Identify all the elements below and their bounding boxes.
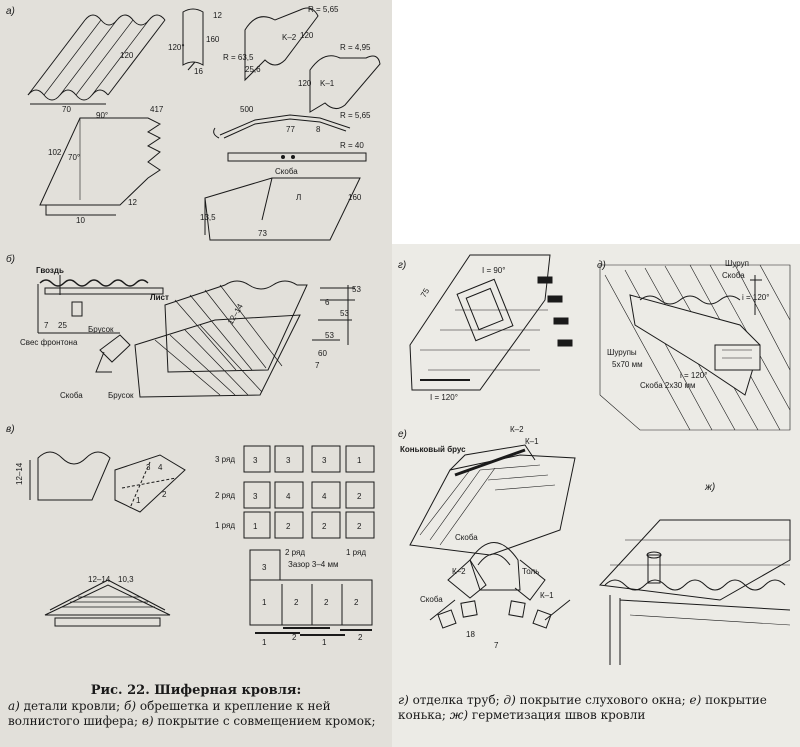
svg-text:Брусок: Брусок xyxy=(88,325,114,334)
svg-text:12: 12 xyxy=(213,11,222,20)
svg-text:2 ряд: 2 ряд xyxy=(285,548,306,557)
svg-text:Скоба: Скоба xyxy=(60,391,83,400)
svg-text:3: 3 xyxy=(253,456,258,465)
svg-text:К–2: К–2 xyxy=(452,567,466,576)
svg-text:3: 3 xyxy=(286,456,291,465)
svg-text:12–14: 12–14 xyxy=(225,302,245,326)
figure-title: Рис. 22. Шиферная кровля: xyxy=(90,683,302,698)
row-3-label: 3 ряд xyxy=(215,455,236,464)
caption-right: г) отделка труб; д) покрытие слухового окна; е) покрытие конька; ж) герметизация швов кровли xyxy=(398,693,767,722)
svg-text:К–2: К–2 xyxy=(510,425,524,434)
svg-text:12–14: 12–14 xyxy=(88,575,111,584)
svg-text:160: 160 xyxy=(348,193,362,202)
svg-text:160: 160 xyxy=(206,35,220,44)
svg-text:4: 4 xyxy=(322,492,327,501)
svg-text:10,3: 10,3 xyxy=(118,575,134,584)
svg-text:R = 5,65: R = 5,65 xyxy=(308,5,339,14)
svg-text:417: 417 xyxy=(150,105,164,114)
svg-text:i = 120°: i = 120° xyxy=(742,293,770,302)
svg-text:12: 12 xyxy=(128,198,137,207)
svg-text:120°: 120° xyxy=(168,43,185,52)
svg-text:4: 4 xyxy=(158,463,163,472)
svg-text:R = 4,95: R = 4,95 xyxy=(340,43,371,52)
svg-text:6: 6 xyxy=(325,298,330,307)
svg-text:3: 3 xyxy=(322,456,327,465)
svg-text:Толь: Толь xyxy=(522,567,540,576)
svg-text:53: 53 xyxy=(340,309,349,318)
svg-text:Коньковый брус: Коньковый брус xyxy=(400,445,466,454)
svg-text:10: 10 xyxy=(76,216,85,225)
panel-a-dims xyxy=(48,5,371,238)
svg-text:Лист: Лист xyxy=(150,293,169,302)
svg-text:75: 75 xyxy=(418,286,432,299)
svg-text:5x70 мм: 5x70 мм xyxy=(612,360,643,369)
panel-d-label: д) xyxy=(597,260,606,271)
svg-text:7: 7 xyxy=(315,361,320,370)
svg-text:3: 3 xyxy=(253,492,258,501)
svg-text:2: 2 xyxy=(292,633,297,642)
panel-e-label: е) xyxy=(398,429,407,440)
chimney-detail xyxy=(410,255,572,390)
svg-text:12–14: 12–14 xyxy=(15,462,24,485)
svg-text:Шуруп: Шуруп xyxy=(725,259,749,268)
svg-text:16: 16 xyxy=(194,67,203,76)
svg-text:2: 2 xyxy=(294,598,299,607)
svg-text:8: 8 xyxy=(316,125,321,134)
panel-v-label: в) xyxy=(6,424,15,435)
svg-text:25,6: 25,6 xyxy=(245,65,261,74)
svg-text:Брусок: Брусок xyxy=(108,391,134,400)
svg-text:Свес фронтона: Свес фронтона xyxy=(20,338,78,347)
row-1-label: 1 ряд xyxy=(215,521,236,530)
svg-text:90°: 90° xyxy=(96,111,109,120)
svg-text:1: 1 xyxy=(262,638,267,647)
svg-text:К–1: К–1 xyxy=(525,437,539,446)
svg-text:I = 90°: I = 90° xyxy=(482,266,506,275)
svg-text:2: 2 xyxy=(324,598,329,607)
panel-b-label: б) xyxy=(6,254,15,265)
row-2-label: 2 ряд xyxy=(215,491,236,500)
svg-text:4: 4 xyxy=(286,492,291,501)
svg-text:Скоба: Скоба xyxy=(455,533,478,542)
svg-text:18: 18 xyxy=(466,630,475,639)
svg-text:53: 53 xyxy=(325,331,334,340)
svg-text:2: 2 xyxy=(354,598,359,607)
svg-text:Скоба: Скоба xyxy=(722,271,745,280)
svg-text:2: 2 xyxy=(162,490,167,499)
svg-text:1 ряд: 1 ряд xyxy=(346,548,367,557)
svg-text:1: 1 xyxy=(253,522,258,531)
svg-text:120: 120 xyxy=(298,79,312,88)
svg-text:1: 1 xyxy=(262,598,267,607)
svg-text:500: 500 xyxy=(240,105,254,114)
svg-text:K–2: K–2 xyxy=(282,33,297,42)
svg-text:70: 70 xyxy=(62,105,71,114)
batten-detail xyxy=(38,275,163,372)
tile-grid xyxy=(244,446,374,538)
svg-text:2: 2 xyxy=(357,492,362,501)
svg-text:7: 7 xyxy=(494,641,499,650)
svg-text:70°: 70° xyxy=(68,153,81,162)
svg-text:Зазор 3–4 мм: Зазор 3–4 мм xyxy=(288,560,339,569)
svg-text:Л: Л xyxy=(296,193,302,202)
svg-text:1: 1 xyxy=(357,456,362,465)
svg-text:Скоба 2x30 мм: Скоба 2x30 мм xyxy=(640,381,696,390)
svg-text:13,5: 13,5 xyxy=(200,213,216,222)
svg-text:60: 60 xyxy=(318,349,327,358)
svg-text:R = 63,5: R = 63,5 xyxy=(223,53,254,62)
panel-g-label: г) xyxy=(398,260,407,271)
svg-text:2: 2 xyxy=(286,522,291,531)
svg-text:R = 40: R = 40 xyxy=(340,141,364,150)
svg-text:1: 1 xyxy=(136,496,141,505)
svg-text:77: 77 xyxy=(286,125,295,134)
svg-text:2: 2 xyxy=(322,522,327,531)
panel-zh-label: ж) xyxy=(705,482,716,493)
svg-text:R = 5,65: R = 5,65 xyxy=(340,111,371,120)
svg-text:1: 1 xyxy=(322,638,327,647)
panel-a-label: а) xyxy=(6,6,15,17)
vent-seal-detail xyxy=(600,520,790,665)
svg-text:120: 120 xyxy=(120,51,134,60)
svg-text:Гвоздь: Гвоздь xyxy=(36,266,64,275)
corrugated-sheet xyxy=(28,15,165,104)
svg-text:102: 102 xyxy=(48,148,62,157)
svg-text:3: 3 xyxy=(146,463,151,472)
svg-text:73: 73 xyxy=(258,229,267,238)
svg-text:25: 25 xyxy=(58,321,67,330)
svg-text:120: 120 xyxy=(300,31,314,40)
panel-e-labels xyxy=(400,425,554,650)
caption-left: а) детали кровли; б) обрешетка и крепление к ней волнистого шифера; в) покрытие с совмещением кромок; xyxy=(8,699,376,728)
svg-text:i = 120°: i = 120° xyxy=(680,371,708,380)
svg-text:2: 2 xyxy=(358,633,363,642)
svg-text:I = 120°: I = 120° xyxy=(430,393,458,402)
svg-text:7: 7 xyxy=(44,321,49,330)
svg-text:2: 2 xyxy=(357,522,362,531)
svg-text:Скоба: Скоба xyxy=(275,167,298,176)
svg-text:Скоба: Скоба xyxy=(420,595,443,604)
svg-text:Шурупы: Шурупы xyxy=(607,348,637,357)
svg-text:3: 3 xyxy=(262,563,267,572)
svg-text:53: 53 xyxy=(352,285,361,294)
svg-text:К–1: К–1 xyxy=(540,591,554,600)
svg-text:K–1: K–1 xyxy=(320,79,335,88)
